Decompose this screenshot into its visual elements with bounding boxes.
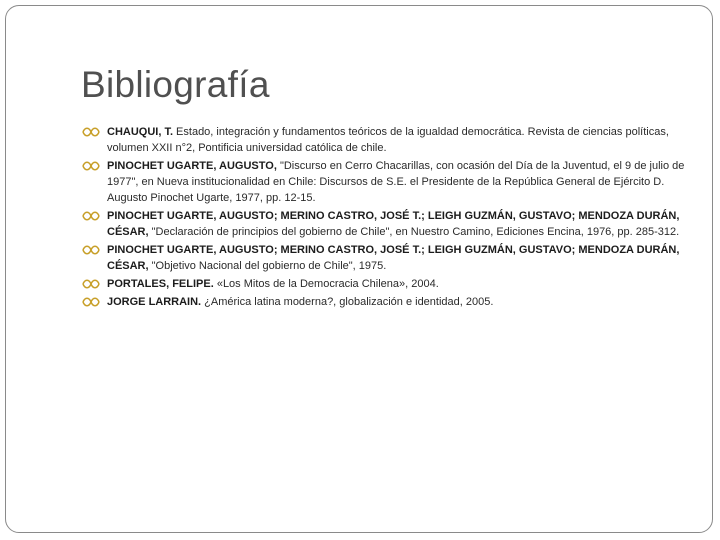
ornament-bullet-icon bbox=[82, 159, 100, 173]
slide-title: Bibliografía bbox=[81, 64, 270, 105]
entry-text: ¿América latina moderna?, globalización e identidad, 2005. bbox=[201, 296, 494, 308]
entry-text: "Discurso en Cerro Chacarillas, con ocasión del Día de la Juventud, el 9 de julio de 1977", en Nueva institucionalidad en Chile: Discursos de S.E. el Presidente de la República General de Ejército D. Augusto Pinochet Ugarte, 1977, pp. 12-15. bbox=[107, 160, 685, 204]
ornament-bullet-icon bbox=[82, 277, 100, 291]
bibliography-entry bbox=[82, 294, 688, 310]
ornament-bullet-icon bbox=[82, 209, 100, 223]
ornament-bullet-icon bbox=[82, 243, 100, 257]
ornament-bullet-icon bbox=[82, 295, 100, 309]
entry-author: PINOCHET UGARTE, AUGUSTO; MERINO CASTRO, JOSÉ T.; LEIGH GUZMÁN, GUSTAVO; MENDOZA DURÁN, CÉSAR, bbox=[107, 244, 680, 272]
bibliography-entry bbox=[82, 276, 688, 292]
entry-author: PORTALES, FELIPE. bbox=[107, 278, 214, 290]
bibliography-entry bbox=[82, 208, 688, 240]
entry-author: PINOCHET UGARTE, AUGUSTO, bbox=[107, 160, 277, 172]
entry-author: CHAUQUI, T. bbox=[107, 126, 173, 138]
entry-author: JORGE LARRAIN. bbox=[107, 296, 202, 308]
entry-text: Estado, integración y fundamentos teóricos de la igualdad democrática. Revista de ciencias políticas, volumen XXII n°2, Pontificia universidad católica de chile. bbox=[107, 126, 669, 154]
entry-text: "Declaración de principios del gobierno de Chile", en Nuestro Camino, Ediciones Encina, 1976, pp. 285-312. bbox=[148, 226, 680, 238]
bibliography-entry bbox=[82, 124, 688, 156]
bibliography-entry bbox=[82, 158, 688, 206]
bibliography-list bbox=[82, 124, 688, 312]
ornament-bullet-icon bbox=[82, 125, 100, 139]
entry-text: "Objetivo Nacional del gobierno de Chile", 1975. bbox=[148, 260, 387, 272]
entry-author: PINOCHET UGARTE, AUGUSTO; MERINO CASTRO, JOSÉ T.; LEIGH GUZMÁN, GUSTAVO; MENDOZA DURÁN, CÉSAR, bbox=[107, 210, 680, 238]
slide-frame bbox=[5, 5, 713, 533]
bibliography-entry bbox=[82, 242, 688, 274]
entry-text: «Los Mitos de la Democracia Chilena», 2004. bbox=[213, 278, 439, 290]
